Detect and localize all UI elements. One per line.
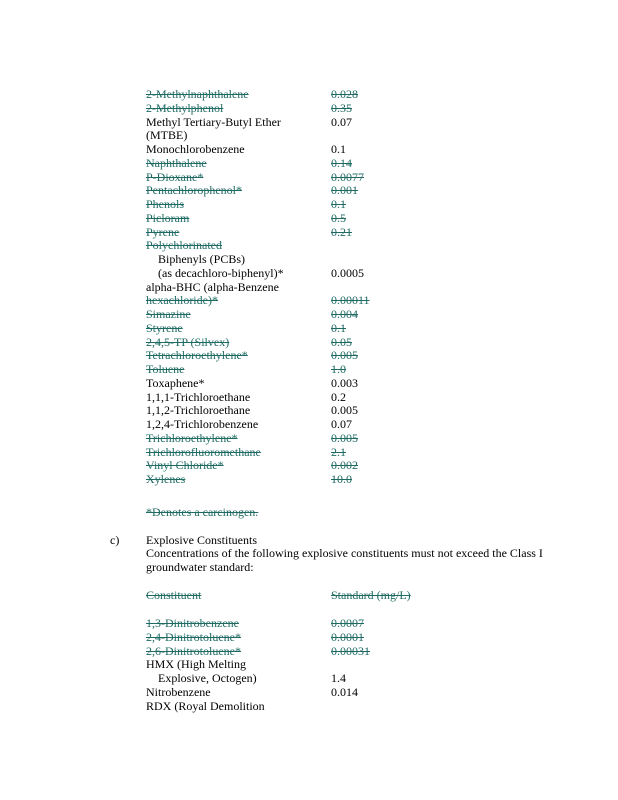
constituent-name: HMX (High Melting [146,657,246,672]
constituent-name: (MTBE) [146,128,188,143]
constituent-name: 2-Methylnaphthalene [146,87,249,101]
standard-value: 0.14 [331,155,352,170]
constituent-name: Trichlorofluoromethane [146,444,261,459]
constituent-name: Methyl Tertiary-Butyl Ether [146,114,281,129]
constituent-name: 1,2,4-Trichlorobenzene [146,417,259,431]
section-c-label: c) [110,533,120,547]
standard-value: 0.028 [331,87,358,101]
standard-value: 0.07 [331,114,352,129]
constituent-name: Naphthalene [146,155,207,170]
constituent-name: Vinyl Chloride* [146,458,224,473]
constituent-name: 2,4-Dinitrotoluene* [146,629,241,644]
standard-value: 0.2 [331,389,346,404]
standard-value: 1.0 [331,362,346,376]
standard-value: 0.0077 [331,169,364,184]
header-constituent: Constituent [146,588,202,602]
standard-value: 0.00011 [331,293,370,308]
constituent-name: Monochlorobenzene [146,142,245,156]
standard-value: 0.05 [331,334,352,349]
constituent-name: Phenols [146,197,185,211]
standard-value: 0.001 [331,183,358,198]
footnote-text: *Denotes a carcinogen. [146,505,259,519]
standard-value: 1.4 [331,671,346,686]
constituent-name: Picloram [146,210,190,225]
standard-value: 0.005 [331,430,358,445]
constituent-name: Toxaphene* [146,375,205,390]
constituent-name: Explosive, Octogen) [158,671,257,686]
standard-value: 0.5 [331,210,346,225]
standard-value: 0.35 [331,100,352,115]
standard-value: 0.1 [331,320,346,335]
constituent-name: 1,3-Dinitrobenzene [146,616,239,630]
section-c-intro: Concentrations of the following explosive constituents must not exceed the Class I groundwater standard: [146,546,543,574]
constituent-name: 2-Methylphenol [146,100,224,115]
standard-value: 0.1 [331,197,346,211]
standard-value: 0.1 [331,142,346,156]
constituent-name: Polychlorinated [146,238,222,253]
constituent-name: 2,4,5-TP (Silvex) [146,334,230,349]
constituent-name: Xylenes [146,472,186,486]
constituent-name: alpha-BHC (alpha-Benzene [146,279,279,294]
standard-value: 0.0007 [331,616,364,630]
constituent-name: 1,1,1-Trichloroethane [146,389,251,404]
constituent-name: Styrene [146,320,183,335]
standard-value: 2.1 [331,444,346,459]
constituent-name: Toluene [146,362,185,376]
section-c-title: Explosive Constituents [146,533,257,547]
standard-value: 0.014 [331,685,358,699]
constituent-name: P-Dioxane* [146,169,204,184]
constituent-name: Simazine [146,307,191,321]
constituent-name: Biphenyls (PCBs) [158,252,246,266]
constituent-name: Pentachlorophenol* [146,183,242,198]
standard-value: 0.004 [331,307,358,321]
standard-value: 0.005 [331,348,358,363]
standard-value: 0.21 [331,224,352,239]
standard-value: 0.003 [331,375,358,390]
standard-value: 0.0001 [331,629,364,644]
constituent-name: 2,6-Dinitrotoluene* [146,643,241,658]
standard-value: 10.0 [331,472,352,486]
header-standard: Standard (mg/L) [331,588,411,602]
standard-value: 0.0005 [331,265,364,280]
standard-value: 0.00031 [331,643,370,658]
standard-value: 0.005 [331,403,358,418]
constituent-name: hexachloride)* [146,293,218,308]
constituent-name: RDX (Royal Demolition [146,698,265,713]
constituent-name: Tetrachloroethylene* [146,348,248,363]
constituent-name: 1,1,2-Trichloroethane [146,403,251,418]
constituent-name: Pyrene [146,224,180,239]
constituent-name: (as decachloro-biphenyl)* [158,265,284,280]
constituent-name: Nitrobenzene [146,685,211,699]
standard-value: 0.07 [331,417,352,431]
constituent-name: Trichloroethylene* [146,430,238,445]
standard-value: 0.002 [331,458,358,473]
